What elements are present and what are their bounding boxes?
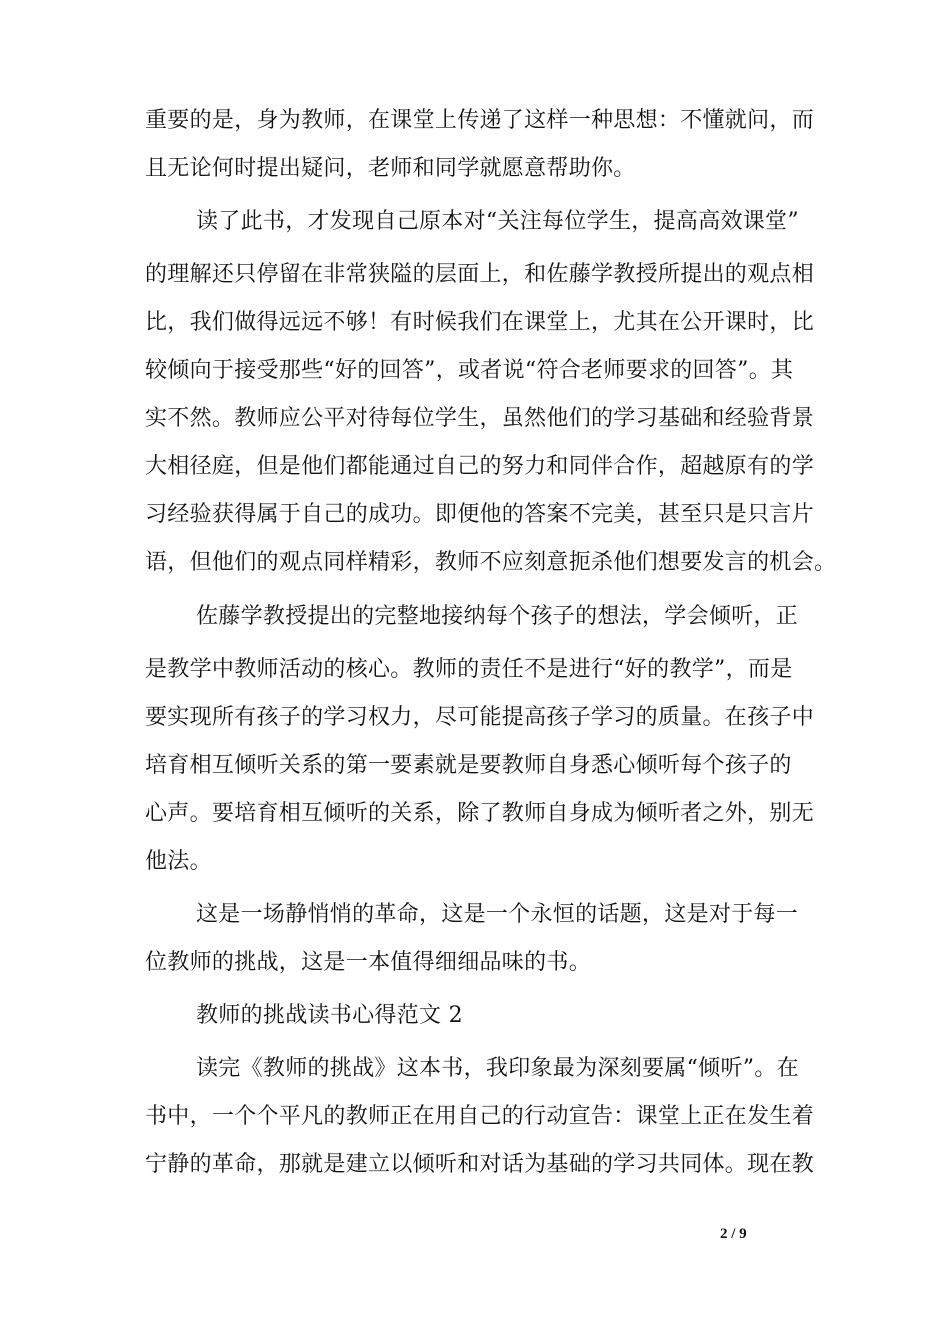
page-number: 2 / 9: [720, 1226, 747, 1242]
text-line: 语，但他们的观点同样精彩，教师不应刻意扼杀他们想要发言的机会。: [145, 550, 837, 575]
text-line: 培育相互倾听关系的第一要素就是要教师自身悉心倾听每个孩子的: [145, 753, 792, 778]
section-heading: 教师的挑战读书心得范文 2: [196, 1003, 463, 1028]
text-line: 习经验获得属于自己的成功。即便他的答案不完美，甚至只是只言片: [145, 502, 815, 527]
text-line: 较倾向于接受那些“好的回答”，或者说“符合老师要求的回答”。其: [145, 358, 794, 383]
paragraph-start-line: 这是一场静悄悄的革命，这是一个永恒的话题，这是对于每一: [196, 902, 799, 927]
text-line: 宁静的革命，那就是建立以倾听和对话为基础的学习共同体。现在教: [145, 1152, 815, 1177]
paragraph-start-line: 佐藤学教授提出的完整地接纳每个孩子的想法，学会倾听，正: [196, 604, 799, 629]
text-line: 心声。要培育相互倾听的关系，除了教师自身成为倾听者之外，别无: [145, 801, 815, 826]
text-line: 比，我们做得远远不够！有时候我们在课堂上，尤其在公开课时，比: [145, 310, 815, 335]
text-line: 实不然。教师应公平对待每位学生，虽然他们的学习基础和经验背景: [145, 406, 815, 431]
text-line: 且无论何时提出疑问，老师和同学就愿意帮助你。: [145, 156, 636, 181]
text-line: 的理解还只停留在非常狭隘的层面上，和佐藤学教授所提出的观点相: [145, 262, 815, 287]
paragraph-start-line: 读了此书，才发现自己原本对“关注每位学生，提高高效课堂”: [196, 209, 799, 234]
text-line: 重要的是，身为教师，在课堂上传递了这样一种思想：不懂就问，而: [145, 108, 815, 133]
paragraph-start-line: 读完《教师的挑战》这本书，我印象最为深刻要属“倾听”。在: [196, 1056, 799, 1081]
text-line: 书中，一个个平凡的教师正在用自己的行动宣告：课堂上正在发生着: [145, 1104, 815, 1129]
text-line: 位教师的挑战，这是一本值得细细品味的书。: [145, 950, 592, 975]
text-line: 是教学中教师活动的核心。教师的责任不是进行“好的教学”，而是: [145, 657, 793, 682]
text-line: 要实现所有孩子的学习权力，尽可能提高孩子学习的质量。在孩子中: [145, 705, 815, 730]
text-line: 大相径庭，但是他们都能通过自己的努力和同伴合作，超越原有的学: [145, 454, 815, 479]
text-line: 他法。: [145, 849, 212, 874]
